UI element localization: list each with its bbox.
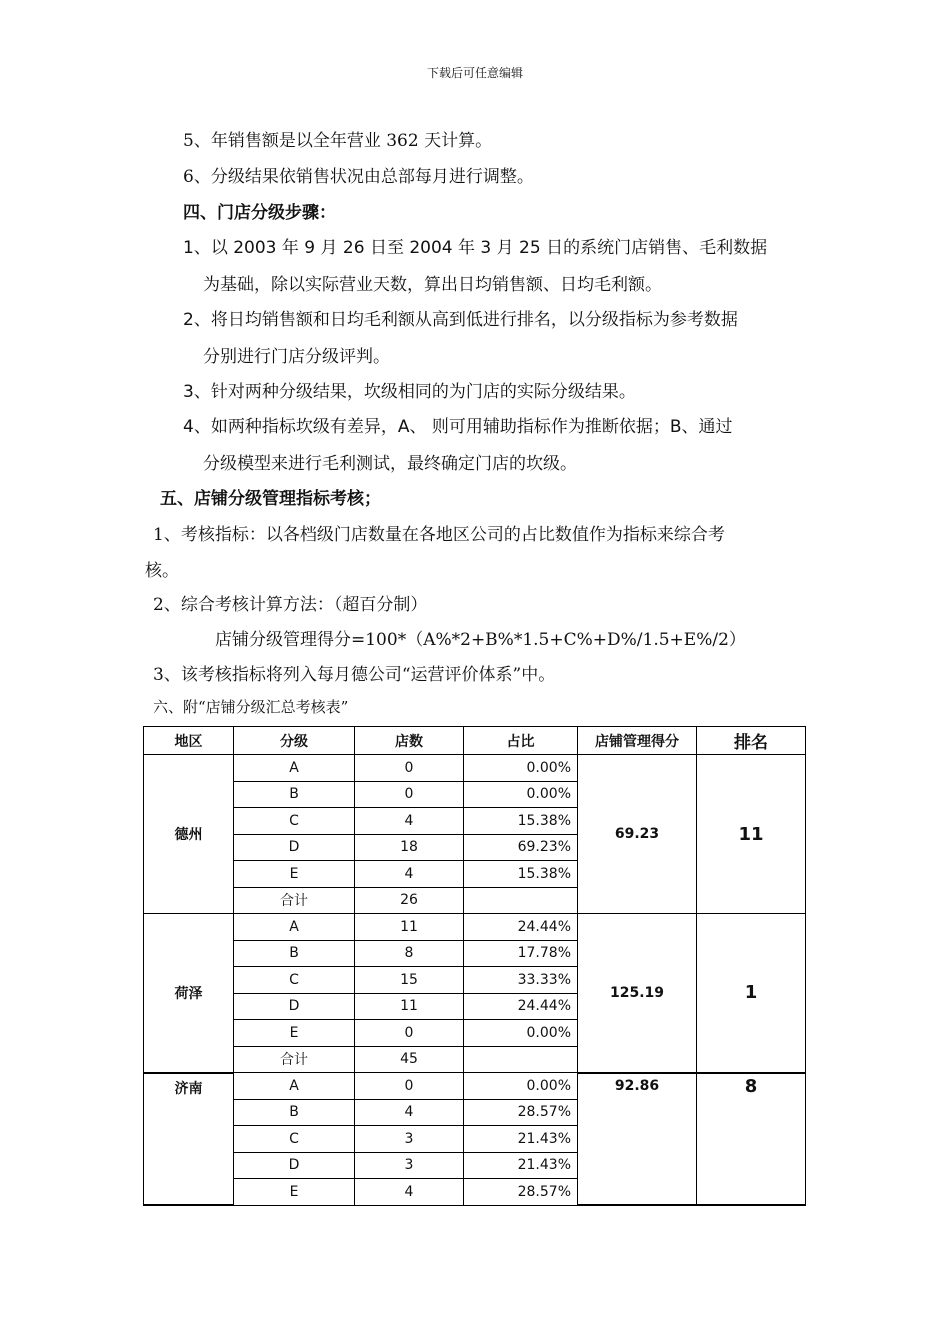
step-2-line-1: 2、将日均销售额和日均毛利额从高到低进行排名，以分级指标为参考数据 bbox=[183, 310, 738, 330]
share-cell bbox=[464, 887, 578, 914]
table-row bbox=[144, 1073, 806, 1100]
share-cell: 17.78% bbox=[464, 940, 578, 967]
count-cell: 45 bbox=[355, 1046, 464, 1073]
grade-cell: C bbox=[234, 808, 355, 835]
share-cell: 15.38% bbox=[464, 861, 578, 888]
step-2-line-2: 分别进行门店分级评判。 bbox=[203, 347, 390, 367]
header-share: 占比 bbox=[464, 727, 578, 755]
header-grade: 分级 bbox=[234, 727, 355, 755]
page-header: 下载后可任意编辑 bbox=[426, 66, 523, 80]
section-6-heading: 六、附“店铺分级汇总考核表” bbox=[153, 698, 349, 716]
grade-cell: D bbox=[234, 834, 355, 861]
share-cell: 24.44% bbox=[464, 993, 578, 1020]
step-1-line-2: 为基础，除以实际营业天数，算出日均销售额、日均毛利额。 bbox=[203, 275, 662, 295]
grade-cell: E bbox=[234, 1020, 355, 1047]
count-cell: 26 bbox=[355, 887, 464, 914]
count-cell: 8 bbox=[355, 940, 464, 967]
rank-cell: 8 bbox=[697, 1073, 806, 1206]
grade-cell: A bbox=[234, 1073, 355, 1100]
count-cell: 11 bbox=[355, 993, 464, 1020]
rank-cell: 11 bbox=[697, 755, 806, 914]
grade-cell: B bbox=[234, 940, 355, 967]
rank-cell: 1 bbox=[697, 914, 806, 1073]
store-grading-summary-table bbox=[143, 726, 806, 1206]
score-cell: 69.23 bbox=[578, 755, 697, 914]
grade-cell: A bbox=[234, 914, 355, 941]
region-cell: 济南 bbox=[144, 1073, 234, 1206]
grade-cell: B bbox=[234, 1099, 355, 1126]
step-4-line-1: 4、如两种指标坎级有差异，A、 则可用辅助指标作为推断依据；B、通过 bbox=[183, 417, 733, 437]
share-cell: 0.00% bbox=[464, 1073, 578, 1100]
grade-cell: D bbox=[234, 1152, 355, 1179]
count-cell: 4 bbox=[355, 1099, 464, 1126]
header-score: 店铺管理得分 bbox=[578, 727, 697, 755]
share-cell: 0.00% bbox=[464, 1020, 578, 1047]
share-cell: 0.00% bbox=[464, 781, 578, 808]
grade-cell: D bbox=[234, 993, 355, 1020]
section-5-heading: 五、店铺分级管理指标考核； bbox=[160, 489, 381, 509]
score-cell: 125.19 bbox=[578, 914, 697, 1073]
assessment-3: 3、该考核指标将列入每月德公司“运营评价体系”中。 bbox=[153, 665, 556, 685]
grade-cell: E bbox=[234, 1179, 355, 1206]
share-cell: 0.00% bbox=[464, 755, 578, 782]
count-cell: 0 bbox=[355, 755, 464, 782]
count-cell: 4 bbox=[355, 1179, 464, 1206]
count-cell: 18 bbox=[355, 834, 464, 861]
count-cell: 0 bbox=[355, 1073, 464, 1100]
assessment-1-line-1: 1、考核指标：以各档级门店数量在各地区公司的占比数值作为指标来综合考 bbox=[153, 525, 725, 545]
header-store-count: 店数 bbox=[355, 727, 464, 755]
count-cell: 0 bbox=[355, 781, 464, 808]
assessment-2: 2、综合考核计算方法：（超百分制） bbox=[153, 595, 428, 615]
score-cell: 92.86 bbox=[578, 1073, 697, 1206]
count-cell: 3 bbox=[355, 1126, 464, 1153]
grade-cell: 合计 bbox=[234, 1046, 355, 1073]
table-row bbox=[144, 914, 806, 941]
count-cell: 4 bbox=[355, 808, 464, 835]
share-cell: 33.33% bbox=[464, 967, 578, 994]
share-cell: 28.57% bbox=[464, 1099, 578, 1126]
table-header-row bbox=[144, 727, 806, 755]
count-cell: 0 bbox=[355, 1020, 464, 1047]
grade-cell: B bbox=[234, 781, 355, 808]
grade-cell: C bbox=[234, 967, 355, 994]
share-cell: 24.44% bbox=[464, 914, 578, 941]
share-cell: 21.43% bbox=[464, 1152, 578, 1179]
assessment-1-line-2: 核。 bbox=[145, 561, 179, 581]
share-cell: 21.43% bbox=[464, 1126, 578, 1153]
item-5: 5、年销售额是以全年营业 362 天计算。 bbox=[183, 131, 493, 151]
count-cell: 11 bbox=[355, 914, 464, 941]
count-cell: 3 bbox=[355, 1152, 464, 1179]
count-cell: 4 bbox=[355, 861, 464, 888]
share-cell bbox=[464, 1046, 578, 1073]
step-4-line-2: 分级模型来进行毛利测试，最终确定门店的坎级。 bbox=[203, 454, 577, 474]
table-row bbox=[144, 755, 806, 782]
step-3: 3、针对两种分级结果，坎级相同的为门店的实际分级结果。 bbox=[183, 382, 636, 402]
count-cell: 15 bbox=[355, 967, 464, 994]
header-rank: 排名 bbox=[697, 727, 806, 755]
region-cell: 荷泽 bbox=[144, 914, 234, 1073]
share-cell: 15.38% bbox=[464, 808, 578, 835]
share-cell: 28.57% bbox=[464, 1179, 578, 1206]
share-cell: 69.23% bbox=[464, 834, 578, 861]
header-region: 地区 bbox=[144, 727, 234, 755]
grade-cell: A bbox=[234, 755, 355, 782]
grade-cell: 合计 bbox=[234, 887, 355, 914]
section-4-heading: 四、门店分级步骤： bbox=[183, 203, 336, 223]
item-6: 6、分级结果依销售状况由总部每月进行调整。 bbox=[183, 167, 534, 187]
step-1-line-1: 1、以 2003 年 9 月 26 日至 2004 年 3 月 25 日的系统门店销售、毛利数据 bbox=[183, 238, 768, 258]
score-formula: 店铺分级管理得分=100*（A%*2+B%*1.5+C%+D%/1.5+E%/2） bbox=[215, 630, 746, 650]
grade-cell: E bbox=[234, 861, 355, 888]
grade-cell: C bbox=[234, 1126, 355, 1153]
region-cell: 德州 bbox=[144, 755, 234, 914]
